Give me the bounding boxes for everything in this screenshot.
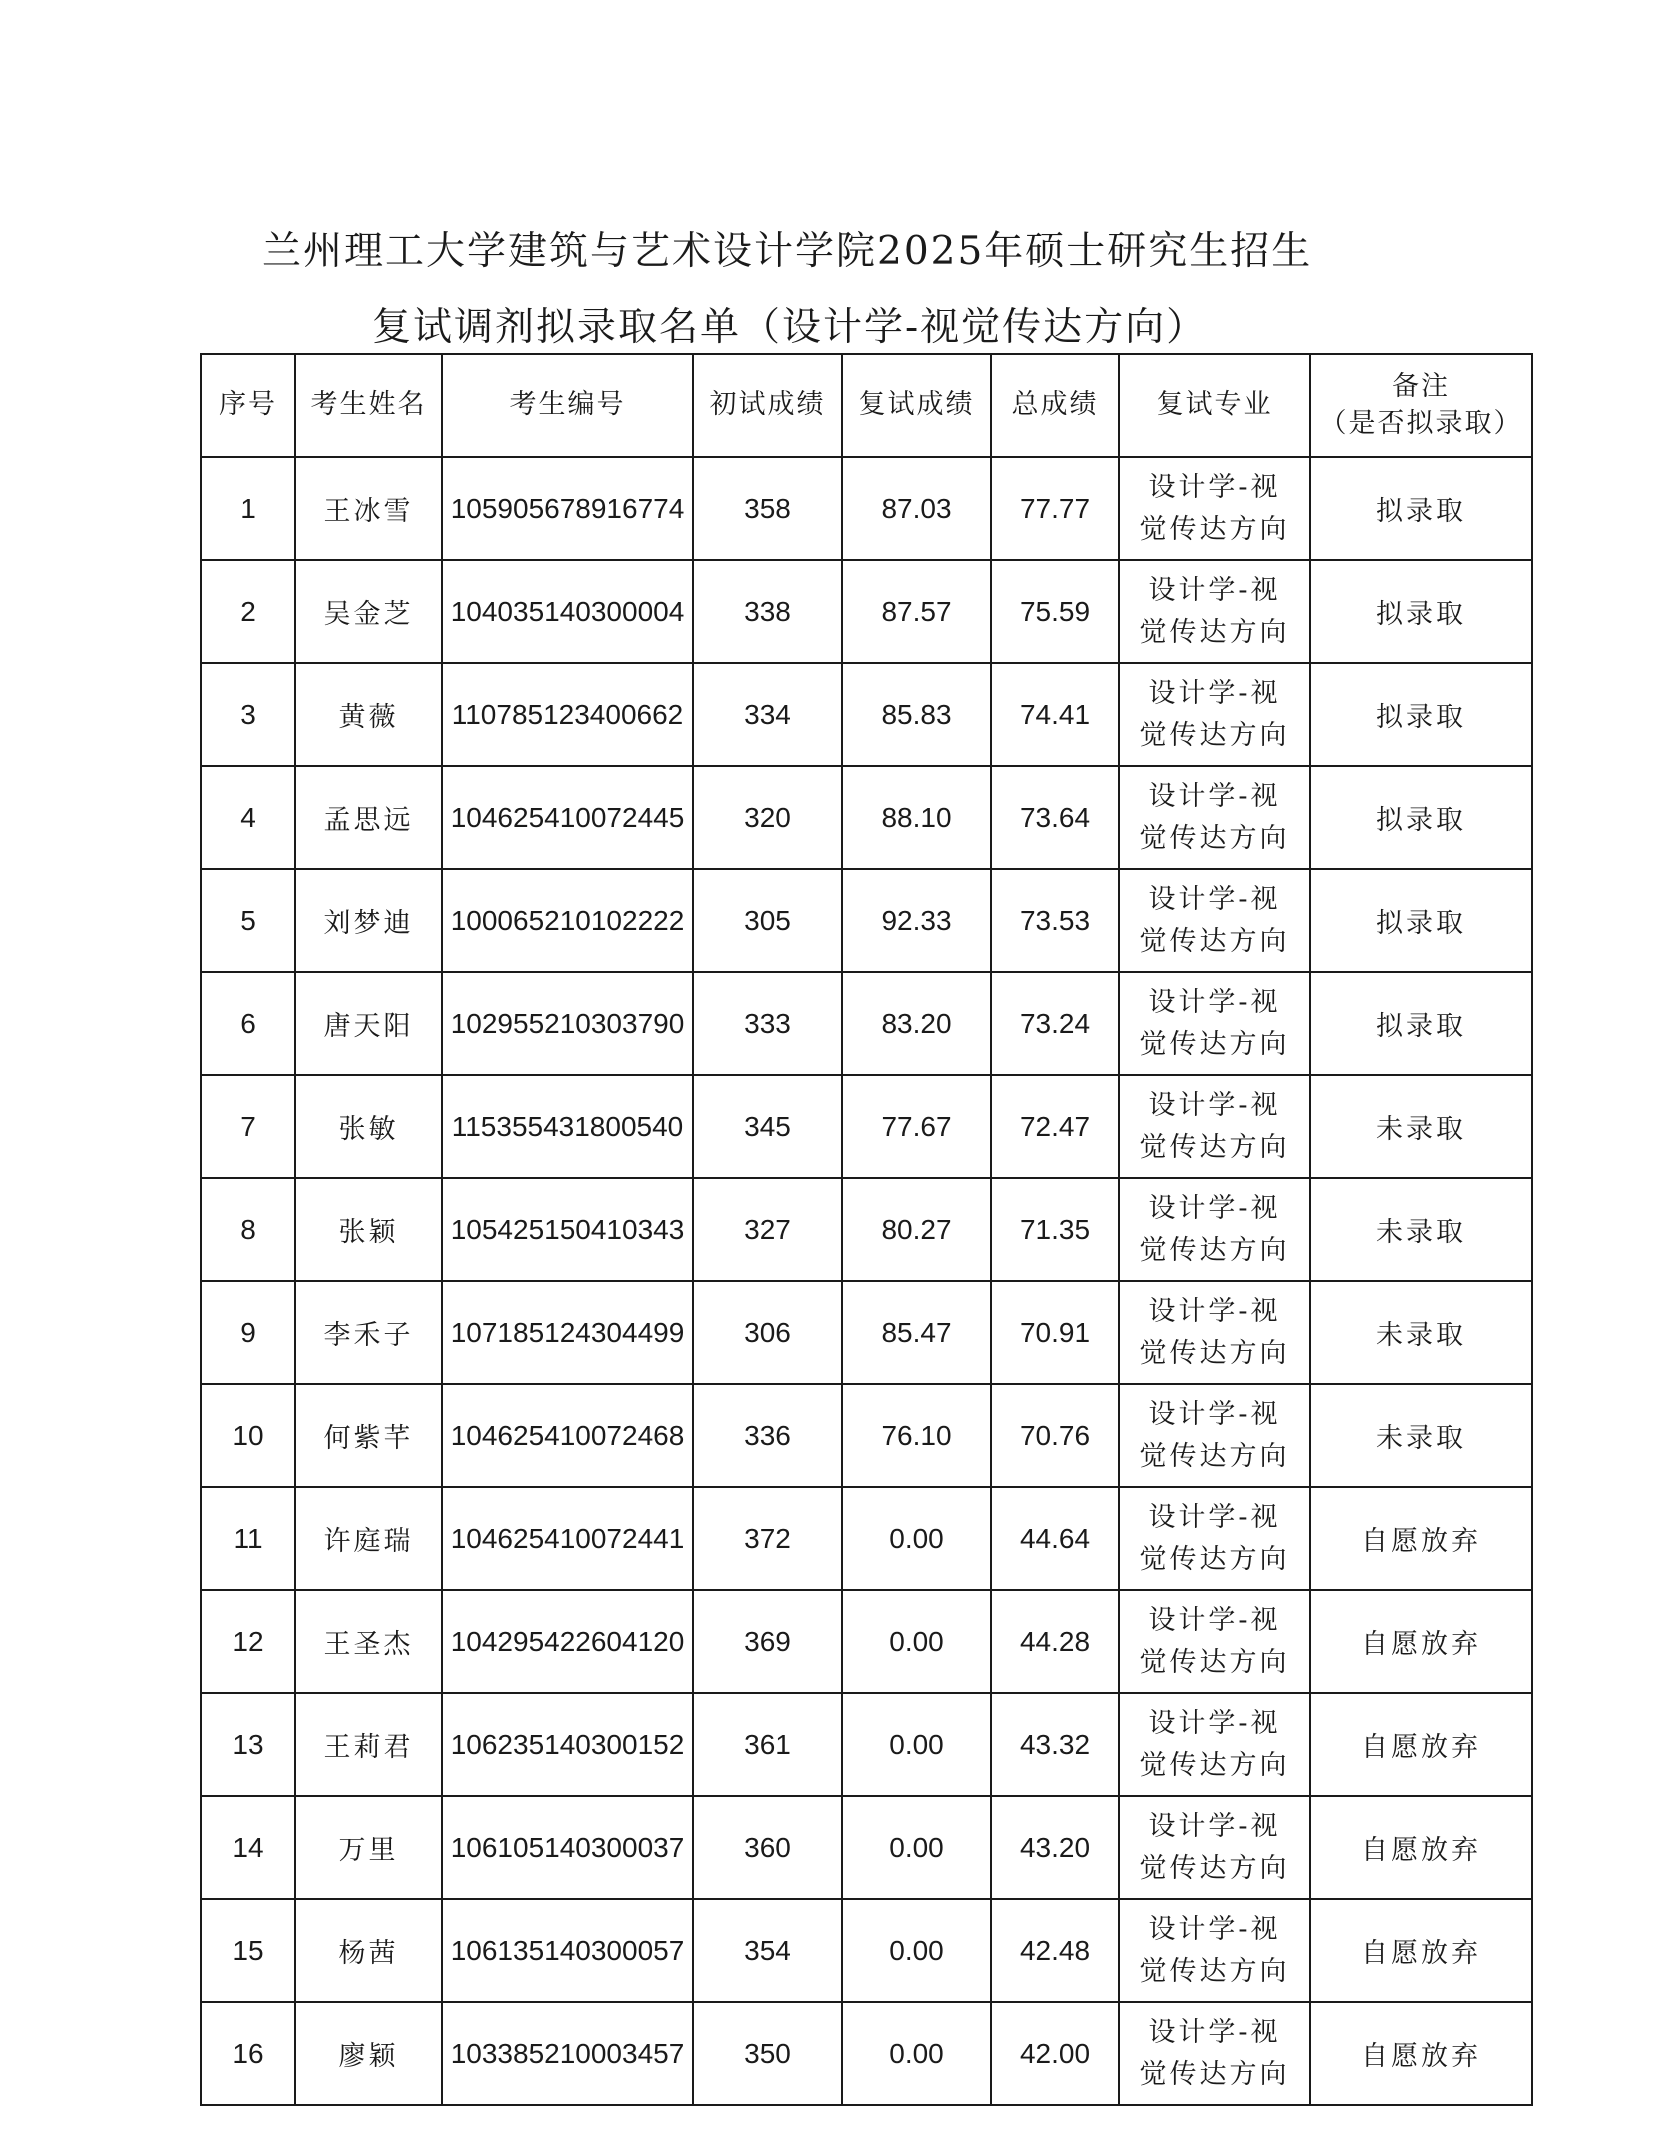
cell-name: 万里 (295, 1796, 442, 1899)
cell-exam-id: 103385210003457 (442, 2002, 693, 2105)
cell-index: 10 (201, 1384, 295, 1487)
cell-remark: 自愿放弃 (1310, 1796, 1532, 1899)
cell-name: 唐天阳 (295, 972, 442, 1075)
cell-exam-id: 105425150410343 (442, 1178, 693, 1281)
cell-name: 李禾子 (295, 1281, 442, 1384)
header-retest-score: 复试成绩 (842, 354, 991, 457)
cell-retest-score: 0.00 (842, 1693, 991, 1796)
table-row (201, 1899, 1532, 2002)
cell-initial-score: 305 (693, 869, 842, 972)
cell-major (1119, 1693, 1310, 1796)
cell-remark: 拟录取 (1310, 560, 1532, 663)
document-title-line1: 兰州理工大学建筑与艺术设计学院2025年硕士研究生招生 (262, 229, 1313, 274)
cell-index: 11 (201, 1487, 295, 1590)
table-row (201, 1178, 1532, 1281)
cell-name: 王冰雪 (295, 457, 442, 560)
cell-initial-score: 372 (693, 1487, 842, 1590)
cell-remark: 自愿放弃 (1310, 1693, 1532, 1796)
table-row (201, 972, 1532, 1075)
table-row (201, 2002, 1532, 2105)
header-remark-sublabel: （是否拟录取） (1319, 407, 1523, 439)
cell-remark: 拟录取 (1310, 869, 1532, 972)
cell-exam-id: 102955210303790 (442, 972, 693, 1075)
cell-remark: 自愿放弃 (1310, 2002, 1532, 2105)
table-row (201, 1693, 1532, 1796)
cell-index: 14 (201, 1796, 295, 1899)
cell-major (1119, 2002, 1310, 2105)
cell-total-score: 74.41 (991, 663, 1119, 766)
cell-remark: 自愿放弃 (1310, 1487, 1532, 1590)
cell-remark: 拟录取 (1310, 766, 1532, 869)
cell-major (1119, 457, 1310, 560)
header-remark (1310, 354, 1532, 457)
cell-retest-score: 0.00 (842, 1590, 991, 1693)
header-exam-id: 考生编号 (442, 354, 693, 457)
major-text: 设计学-视觉传达方向 (1139, 1913, 1290, 1987)
cell-index: 16 (201, 2002, 295, 2105)
cell-exam-id: 106135140300057 (442, 1899, 693, 2002)
header-initial-score: 初试成绩 (693, 354, 842, 457)
cell-retest-score: 0.00 (842, 2002, 991, 2105)
cell-major (1119, 1590, 1310, 1693)
cell-remark: 拟录取 (1310, 663, 1532, 766)
cell-initial-score: 338 (693, 560, 842, 663)
cell-index: 9 (201, 1281, 295, 1384)
table-header (201, 354, 1532, 457)
cell-name: 王莉君 (295, 1693, 442, 1796)
cell-index: 2 (201, 560, 295, 663)
cell-total-score: 75.59 (991, 560, 1119, 663)
cell-index: 8 (201, 1178, 295, 1281)
table-row (201, 1281, 1532, 1384)
header-name: 考生姓名 (295, 354, 442, 457)
cell-remark: 未录取 (1310, 1075, 1532, 1178)
cell-retest-score: 87.03 (842, 457, 991, 560)
cell-total-score: 73.53 (991, 869, 1119, 972)
document-title-line2: 复试调剂拟录取名单（设计学-视觉传达方向） (372, 305, 1208, 350)
cell-exam-id: 106105140300037 (442, 1796, 693, 1899)
cell-major (1119, 869, 1310, 972)
cell-major (1119, 1178, 1310, 1281)
major-text: 设计学-视觉传达方向 (1139, 1089, 1290, 1163)
table-row (201, 560, 1532, 663)
cell-retest-score: 0.00 (842, 1796, 991, 1899)
cell-major (1119, 560, 1310, 663)
cell-major (1119, 1281, 1310, 1384)
table-row (201, 457, 1532, 560)
major-text: 设计学-视觉传达方向 (1139, 780, 1290, 854)
cell-index: 1 (201, 457, 295, 560)
cell-initial-score: 333 (693, 972, 842, 1075)
cell-total-score: 73.24 (991, 972, 1119, 1075)
major-text: 设计学-视觉传达方向 (1139, 471, 1290, 545)
cell-major (1119, 972, 1310, 1075)
cell-name: 刘梦迪 (295, 869, 442, 972)
table-body (201, 457, 1532, 2105)
cell-major (1119, 1075, 1310, 1178)
major-text: 设计学-视觉传达方向 (1139, 1707, 1290, 1781)
cell-major (1119, 663, 1310, 766)
cell-total-score: 42.48 (991, 1899, 1119, 2002)
cell-index: 3 (201, 663, 295, 766)
cell-index: 6 (201, 972, 295, 1075)
cell-initial-score: 306 (693, 1281, 842, 1384)
cell-retest-score: 92.33 (842, 869, 991, 972)
table-row (201, 663, 1532, 766)
cell-total-score: 72.47 (991, 1075, 1119, 1178)
table-row (201, 1384, 1532, 1487)
cell-exam-id: 104295422604120 (442, 1590, 693, 1693)
cell-name: 张颖 (295, 1178, 442, 1281)
cell-major (1119, 1796, 1310, 1899)
admission-table (200, 353, 1533, 2106)
cell-name: 何紫芊 (295, 1384, 442, 1487)
cell-index: 12 (201, 1590, 295, 1693)
cell-index: 13 (201, 1693, 295, 1796)
cell-remark: 自愿放弃 (1310, 1590, 1532, 1693)
cell-total-score: 43.32 (991, 1693, 1119, 1796)
major-text: 设计学-视觉传达方向 (1139, 2016, 1290, 2090)
cell-initial-score: 334 (693, 663, 842, 766)
table-row (201, 1075, 1532, 1178)
cell-remark: 拟录取 (1310, 972, 1532, 1075)
cell-initial-score: 345 (693, 1075, 842, 1178)
cell-retest-score: 0.00 (842, 1899, 991, 2002)
table-row (201, 766, 1532, 869)
cell-exam-id: 105905678916774 (442, 457, 693, 560)
cell-retest-score: 76.10 (842, 1384, 991, 1487)
cell-name: 廖颖 (295, 2002, 442, 2105)
cell-exam-id: 115355431800540 (442, 1075, 693, 1178)
cell-major (1119, 766, 1310, 869)
cell-remark: 未录取 (1310, 1384, 1532, 1487)
cell-index: 15 (201, 1899, 295, 2002)
major-text: 设计学-视觉传达方向 (1139, 1398, 1290, 1472)
header-index: 序号 (201, 354, 295, 457)
table-row (201, 869, 1532, 972)
cell-total-score: 77.77 (991, 457, 1119, 560)
major-text: 设计学-视觉传达方向 (1139, 1192, 1290, 1266)
major-text: 设计学-视觉传达方向 (1139, 986, 1290, 1060)
major-text: 设计学-视觉传达方向 (1139, 1295, 1290, 1369)
cell-exam-id: 104625410072468 (442, 1384, 693, 1487)
cell-initial-score: 369 (693, 1590, 842, 1693)
cell-total-score: 71.35 (991, 1178, 1119, 1281)
cell-retest-score: 85.47 (842, 1281, 991, 1384)
cell-total-score: 73.64 (991, 766, 1119, 869)
header-major: 复试专业 (1119, 354, 1310, 457)
cell-initial-score: 361 (693, 1693, 842, 1796)
cell-initial-score: 360 (693, 1796, 842, 1899)
cell-total-score: 44.28 (991, 1590, 1119, 1693)
cell-major (1119, 1899, 1310, 2002)
cell-index: 4 (201, 766, 295, 869)
cell-name: 王圣杰 (295, 1590, 442, 1693)
cell-total-score: 44.64 (991, 1487, 1119, 1590)
cell-initial-score: 320 (693, 766, 842, 869)
cell-initial-score: 354 (693, 1899, 842, 2002)
header-total-score: 总成绩 (991, 354, 1119, 457)
cell-remark: 未录取 (1310, 1178, 1532, 1281)
cell-retest-score: 0.00 (842, 1487, 991, 1590)
cell-name: 吴金芝 (295, 560, 442, 663)
cell-retest-score: 87.57 (842, 560, 991, 663)
cell-initial-score: 350 (693, 2002, 842, 2105)
cell-exam-id: 106235140300152 (442, 1693, 693, 1796)
cell-name: 杨茜 (295, 1899, 442, 2002)
major-text: 设计学-视觉传达方向 (1139, 1604, 1290, 1678)
cell-exam-id: 104625410072441 (442, 1487, 693, 1590)
major-text: 设计学-视觉传达方向 (1139, 883, 1290, 957)
cell-exam-id: 100065210102222 (442, 869, 693, 972)
major-text: 设计学-视觉传达方向 (1139, 1501, 1290, 1575)
cell-remark: 未录取 (1310, 1281, 1532, 1384)
major-text: 设计学-视觉传达方向 (1139, 677, 1290, 751)
cell-retest-score: 77.67 (842, 1075, 991, 1178)
cell-index: 7 (201, 1075, 295, 1178)
cell-index: 5 (201, 869, 295, 972)
cell-initial-score: 358 (693, 457, 842, 560)
cell-exam-id: 107185124304499 (442, 1281, 693, 1384)
major-text: 设计学-视觉传达方向 (1139, 574, 1290, 648)
cell-total-score: 42.00 (991, 2002, 1119, 2105)
cell-initial-score: 327 (693, 1178, 842, 1281)
cell-name: 孟思远 (295, 766, 442, 869)
cell-total-score: 70.76 (991, 1384, 1119, 1487)
cell-total-score: 70.91 (991, 1281, 1119, 1384)
cell-name: 许庭瑞 (295, 1487, 442, 1590)
cell-retest-score: 80.27 (842, 1178, 991, 1281)
cell-major (1119, 1487, 1310, 1590)
table-row (201, 1796, 1532, 1899)
cell-retest-score: 88.10 (842, 766, 991, 869)
cell-total-score: 43.20 (991, 1796, 1119, 1899)
cell-retest-score: 85.83 (842, 663, 991, 766)
cell-exam-id: 110785123400662 (442, 663, 693, 766)
cell-retest-score: 83.20 (842, 972, 991, 1075)
cell-name: 黄薇 (295, 663, 442, 766)
header-remark-label: 备注 (1392, 371, 1450, 403)
table-row (201, 1487, 1532, 1590)
table-row (201, 1590, 1532, 1693)
cell-remark: 自愿放弃 (1310, 1899, 1532, 2002)
major-text: 设计学-视觉传达方向 (1139, 1810, 1290, 1884)
cell-initial-score: 336 (693, 1384, 842, 1487)
cell-name: 张敏 (295, 1075, 442, 1178)
header-row (201, 354, 1532, 457)
cell-remark: 拟录取 (1310, 457, 1532, 560)
cell-major (1119, 1384, 1310, 1487)
cell-exam-id: 104625410072445 (442, 766, 693, 869)
cell-exam-id: 104035140300004 (442, 560, 693, 663)
